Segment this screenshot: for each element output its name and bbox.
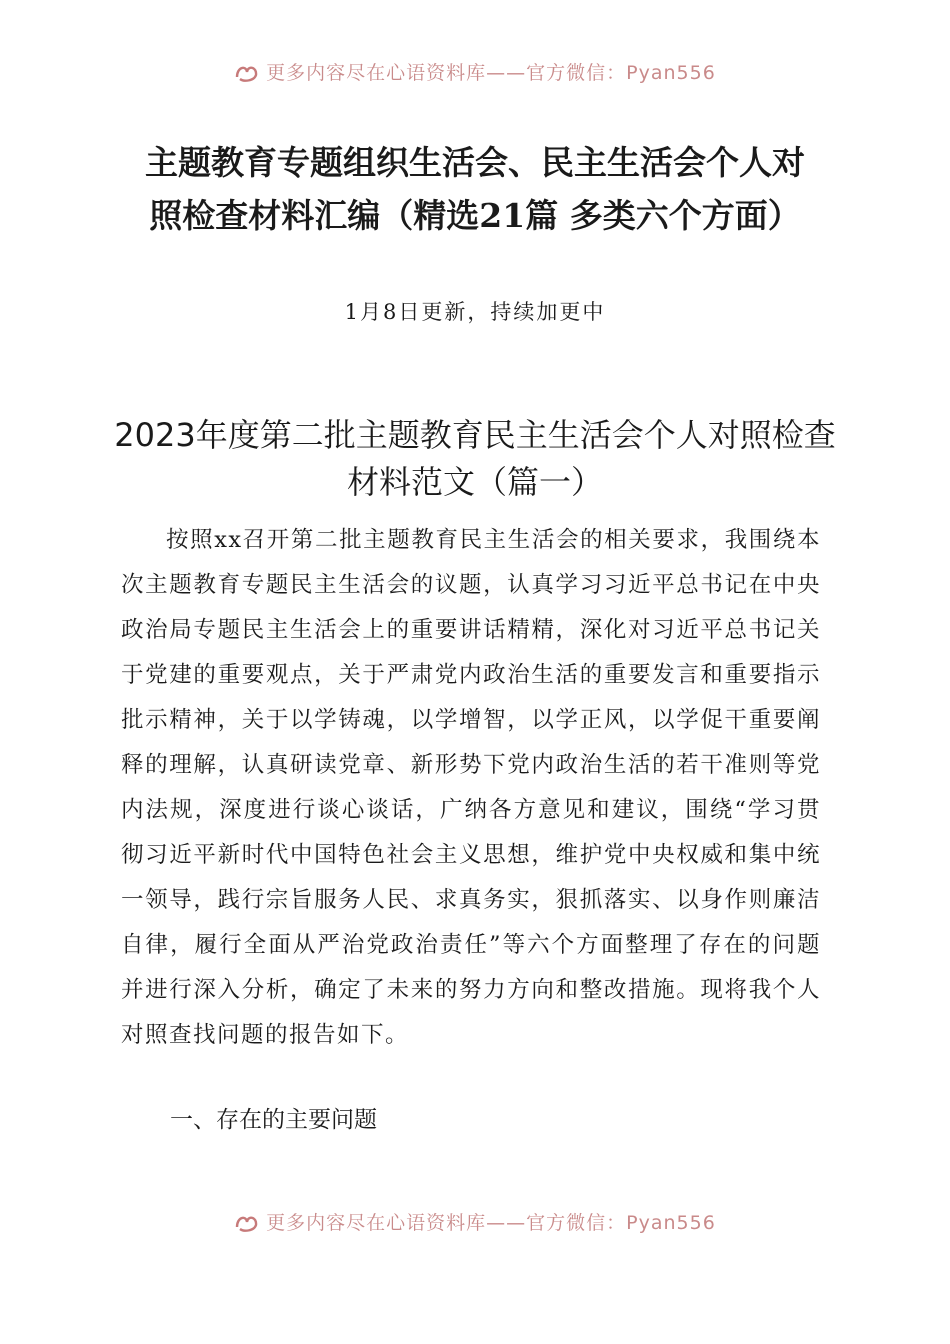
update-note: 1月8日更新，持续加更中 <box>344 300 606 324</box>
watermark-text: 更多内容尽在心语资料库——官方微信：Pyan556 <box>266 62 716 84</box>
header-watermark <box>0 58 950 85</box>
body-paragraph: 按照xx召开第二批主题教育民主生活会的相关要求，我围绕本次主题教育专题民主生活会的议题，认真学习习近平总书记在中央政治局专题民主生活会上的重要讲话精精，深化对习近平总书记关于党建的重要观点，关于严肃党内政治生活的重要发言和重要指示批示精神，关于以学铸魂，以学增智，以学正风，以学促干重要阐释的理解，认真研读党章、新形势下党内政治生活的若干准则等党内法规，深度进行谈心谈话，广纳各方意见和建议，围绕“学习贯彻习近平新时代中国特色社会主义思想，维护党中央权威和集中统一领导，践行宗旨服务人民、求真务实，狠抓落实、以身作则廉洁自律，履行全面从严治党政治责任”等六个方面整理了存在的问题并进行深入分析，确定了未来的努力方向和整改措施。现将我个人对照查找问题的报告如下。 <box>121 527 821 1048</box>
section-heading: 一、存在的主要问题 <box>170 1107 377 1133</box>
watermark-logo-icon <box>234 1213 260 1233</box>
document-title: 主题教育专题组织生活会、民主生活会个人对照检查材料汇编（精选21篇 多类六个方面） <box>145 143 805 235</box>
footer-watermark <box>0 1208 950 1235</box>
watermark-logo-icon <box>234 63 260 83</box>
watermark-text: 更多内容尽在心语资料库——官方微信：Pyan556 <box>266 1212 716 1234</box>
article-title: 2023年度第二批主题教育民主生活会个人对照检查材料范文（篇一） <box>114 416 836 501</box>
